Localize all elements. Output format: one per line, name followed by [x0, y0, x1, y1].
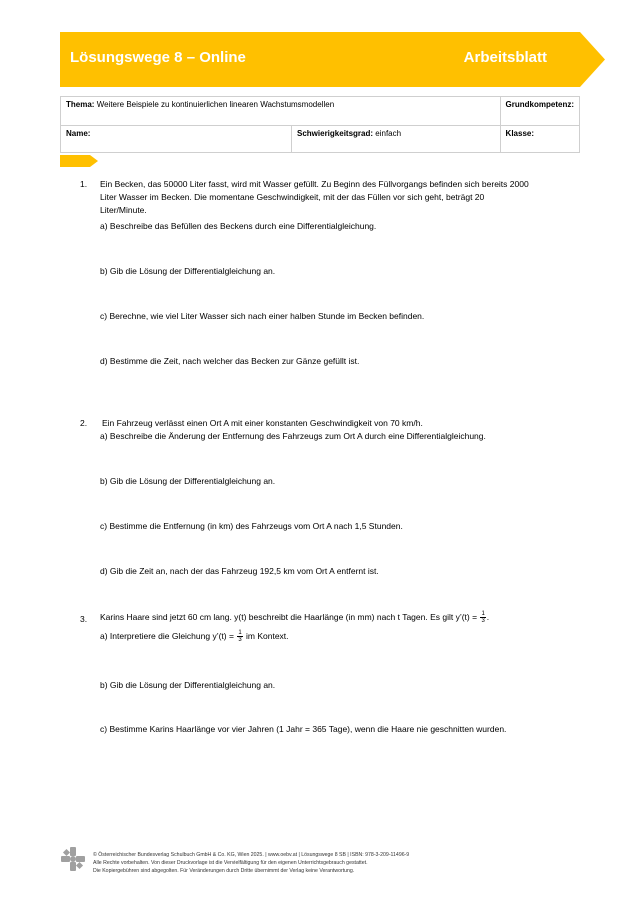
competence-cell	[500, 97, 579, 126]
worksheet-info-table	[60, 96, 580, 153]
class-label: Klasse:	[505, 129, 535, 138]
competence-label: Grundkompetenz:	[505, 100, 574, 109]
task-1-part-d: d) Bestimme die Zeit, nach welcher das Becken zur Gänze gefüllt ist.	[100, 356, 360, 366]
task-1-number: 1.	[80, 179, 88, 189]
publisher-logo-icon	[60, 846, 86, 872]
task-3-intro-text: Karins Haare sind jetzt 60 cm lang. y(t) beschreibt die Haarlänge (in mm) nach t Tagen. Es gilt y’(t) =	[100, 612, 478, 622]
fraction-denominator: 3	[238, 637, 242, 644]
task-1-intro-line-2: Liter Wasser im Becken. Die momentane Geschwindigkeit, mit der das Füllen vor sich geht, beträgt 20	[100, 192, 485, 202]
topic-value: Weitere Beispiele zu kontinuierlichen linearen Wachstumsmodellen	[96, 100, 335, 109]
task-2-part-a: a) Beschreibe die Änderung der Entfernung des Fahrzeugs zum Ort A durch eine Differentialgleichung.	[100, 431, 486, 441]
task-3-part-a-text: a) Interpretiere die Gleichung y’(t) =	[100, 631, 234, 641]
task-3-intro	[100, 611, 489, 624]
worksheet-label: Arbeitsblatt	[463, 49, 547, 66]
task-1-intro-line-1: Ein Becken, das 50000 Liter fasst, wird mit Wasser gefüllt. Zu Beginn des Füllvorgangs befinden sich bereits 2000	[100, 179, 529, 189]
fraction-numerator: 1	[481, 611, 485, 618]
page-title: Lösungswege 8 – Online	[70, 49, 246, 66]
topic-cell	[61, 97, 501, 126]
section-tab-arrow	[60, 155, 100, 167]
task-1-part-c: c) Berechne, wie viel Liter Wasser sich nach einer halben Stunde im Becken befinden.	[100, 311, 425, 321]
topic-label: Thema:	[66, 100, 95, 109]
task-2-intro: Ein Fahrzeug verlässt einen Ort A mit einer konstanten Geschwindigkeit von 70 km/h.	[102, 418, 423, 428]
footer-line-2: Alle Rechte vorbehalten. Von dieser Druckvorlage ist die Vervielfältigung für den eigenen Unterrichtsgebrauch gestattet.	[93, 860, 368, 866]
task-1-intro-line-3: Liter/Minute.	[100, 205, 147, 215]
task-3-number: 3.	[80, 614, 88, 624]
task-3-part-a-end: im Kontext.	[243, 631, 289, 641]
task-3-part-c: c) Bestimme Karins Haarlänge vor vier Jahren (1 Jahr = 365 Tage), wenn die Haare nie geschnitten wurden.	[100, 724, 507, 734]
fraction-numerator: 1	[238, 630, 242, 637]
task-2-number: 2.	[80, 418, 88, 428]
task-1-part-a: a) Beschreibe das Befüllen des Beckens durch eine Differentialgleichung.	[100, 221, 377, 231]
task-3-part-a	[100, 630, 289, 643]
name-label: Name:	[66, 129, 91, 138]
copyright-footer	[93, 851, 409, 875]
footer-line-1: © Österreichischer Bundesverlag Schulbuch GmbH & Co. KG, Wien 2025. | www.oebv.at | Lösungswege 8 SB | ISBN: 978-3-209-11496-9	[93, 852, 410, 858]
fraction-one-third-part-a	[237, 630, 242, 643]
difficulty-label: Schwierigkeitsgrad:	[297, 129, 374, 138]
class-cell	[500, 126, 579, 153]
footer-line-3: Die Kopiergebühren sind abgegolten. Für Veränderungen durch Dritte übernimmt der Verlag keine Verantwortung.	[93, 868, 355, 874]
task-2-part-b: b) Gib die Lösung der Differentialgleichung an.	[100, 476, 276, 486]
difficulty-value: einfach	[375, 129, 402, 138]
fraction-denominator: 3	[481, 618, 485, 625]
task-2-part-c: c) Bestimme die Entfernung (in km) des Fahrzeugs vom Ort A nach 1,5 Stunden.	[100, 521, 403, 531]
task-2-part-d: d) Gib die Zeit an, nach der das Fahrzeug 192,5 km vom Ort A entfernt ist.	[100, 566, 379, 576]
difficulty-cell	[292, 126, 501, 153]
task-1-part-b: b) Gib die Lösung der Differentialgleichung an.	[100, 266, 276, 276]
name-cell	[61, 126, 292, 153]
task-3-part-b: b) Gib die Lösung der Differentialgleichung an.	[100, 680, 276, 690]
task-3-intro-end: .	[486, 612, 490, 622]
header-banner	[60, 32, 605, 87]
fraction-one-third	[480, 611, 485, 624]
